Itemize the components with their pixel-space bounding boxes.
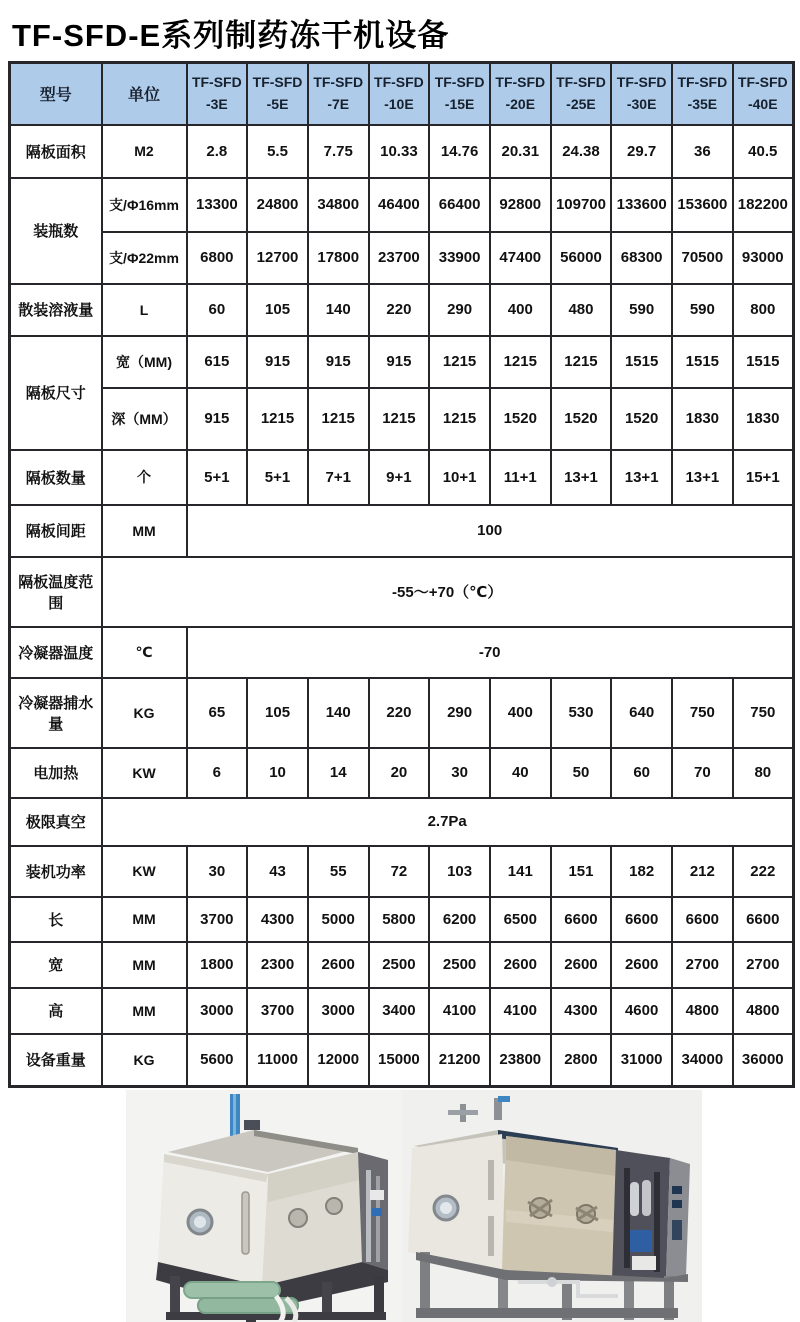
spec-value-cell: 6600: [733, 897, 794, 942]
spec-value-cell: 70: [672, 748, 733, 798]
row-unit: M2: [102, 125, 187, 178]
spec-value-cell: 140: [308, 678, 369, 748]
spec-value-cell: 72: [369, 846, 430, 897]
spec-value-cell: 15+1: [733, 450, 794, 505]
spec-value-cell: 80: [733, 748, 794, 798]
row-label: 冷凝器温度: [10, 627, 102, 678]
spec-value-cell: 14.76: [429, 125, 490, 178]
spec-value-cell: 480: [551, 284, 612, 336]
model-name-line2: -20E: [505, 95, 536, 112]
spec-value-cell: 33900: [429, 232, 490, 284]
spec-value-cell: 24800: [247, 178, 308, 232]
row-shelf-spacing: [10, 505, 794, 557]
row-unit: KW: [102, 846, 187, 897]
model-name-line2: -15E: [444, 95, 475, 112]
row-shelf-area: [10, 125, 794, 178]
spec-value-cell: 615: [187, 336, 248, 388]
row-condenser-temp: [10, 627, 794, 678]
spec-value-cell: 17800: [308, 232, 369, 284]
row-height: [10, 988, 794, 1034]
spec-value-cell: 13+1: [672, 450, 733, 505]
spec-value-cell: 3700: [187, 897, 248, 942]
spec-value-cell: 4300: [247, 897, 308, 942]
col-header-model-30e: [611, 63, 672, 125]
spec-value-cell: 212: [672, 846, 733, 897]
spec-value-cell: 182200: [733, 178, 794, 232]
spec-value-cell: 4300: [551, 988, 612, 1034]
col-header-model-20e: [490, 63, 551, 125]
row-unit: ℃: [102, 627, 187, 678]
row-label: 隔板尺寸: [10, 336, 102, 450]
row-label: 电加热: [10, 748, 102, 798]
spec-value-cell: 10.33: [369, 125, 430, 178]
row-label: 装机功率: [10, 846, 102, 897]
col-header-model-3e: [187, 63, 248, 125]
row-unit: 支/Φ22mm: [102, 232, 187, 284]
spec-value-cell: 12000: [308, 1034, 369, 1087]
spec-value-cell: 23700: [369, 232, 430, 284]
row-unit: MM: [102, 942, 187, 988]
row-label: 隔板温度范围: [10, 557, 102, 627]
spec-value-cell: 915: [247, 336, 308, 388]
row-weight: [10, 1034, 794, 1087]
col-header-model-5e: [247, 63, 308, 125]
spec-value-cell: 40: [490, 748, 551, 798]
model-name-line2: -7E: [327, 95, 350, 112]
spec-value-cell: 65: [187, 678, 248, 748]
product-photos: [126, 1090, 800, 1322]
model-name-line1: TF-SFD: [737, 74, 788, 91]
spec-value-cell: 4800: [733, 988, 794, 1034]
spec-value-cell: 2600: [490, 942, 551, 988]
spec-value-cell: 1830: [733, 388, 794, 450]
spec-value-cell: 93000: [733, 232, 794, 284]
model-name-line2: -30E: [626, 95, 657, 112]
spec-value-cell: 141: [490, 846, 551, 897]
spec-value-cell: 2600: [308, 942, 369, 988]
row-label: 散装溶液量: [10, 284, 102, 336]
spec-value-cell: 10: [247, 748, 308, 798]
row-label: 高: [10, 988, 102, 1034]
row-unit: MM: [102, 988, 187, 1034]
spec-value-cell: 2.8: [187, 125, 248, 178]
row-condenser-water: [10, 678, 794, 748]
spec-value-cell: 1215: [247, 388, 308, 450]
spec-value-cell: 31000: [611, 1034, 672, 1087]
spec-value-cell: 400: [490, 678, 551, 748]
spec-value-cell: 34000: [672, 1034, 733, 1087]
spec-value-cell: 915: [308, 336, 369, 388]
spec-value-cell: 4600: [611, 988, 672, 1034]
spec-value-cell: 5600: [187, 1034, 248, 1087]
row-installed-power: [10, 846, 794, 897]
row-unit: KG: [102, 678, 187, 748]
spec-value-cell: 5.5: [247, 125, 308, 178]
spec-value-cell: 2800: [551, 1034, 612, 1087]
model-name-line1: TF-SFD: [313, 74, 364, 91]
spec-value-cell: 92800: [490, 178, 551, 232]
spec-value-cell: 1215: [490, 336, 551, 388]
row-label: 设备重量: [10, 1034, 102, 1087]
model-name-line1: TF-SFD: [495, 74, 546, 91]
row-length: [10, 897, 794, 942]
row-unit: 深（MM）: [102, 388, 187, 450]
row-unit: 个: [102, 450, 187, 505]
spec-value-cell: 400: [490, 284, 551, 336]
row-unit: MM: [102, 505, 187, 557]
row-width: [10, 942, 794, 988]
spec-value-cell: 70500: [672, 232, 733, 284]
spec-value-cell: 153600: [672, 178, 733, 232]
row-unit: MM: [102, 897, 187, 942]
row-unit: 支/Φ16mm: [102, 178, 187, 232]
row-unit: KG: [102, 1034, 187, 1087]
page-title: TF-SFD-E系列制药冻干机设备: [12, 18, 450, 53]
spec-value-cell: 10+1: [429, 450, 490, 505]
model-name-line1: TF-SFD: [374, 74, 424, 91]
spec-value-cell: 182: [611, 846, 672, 897]
spec-value-cell: 750: [733, 678, 794, 748]
spec-value-cell: 13+1: [611, 450, 672, 505]
spec-value-span: -55～+70（℃）: [102, 557, 794, 627]
col-header-model-15e: [429, 63, 490, 125]
spec-value-cell: 50: [551, 748, 612, 798]
spec-value-cell: 640: [611, 678, 672, 748]
row-label: 宽: [10, 942, 102, 988]
spec-value-cell: 7.75: [308, 125, 369, 178]
col-header-model-7e: [308, 63, 369, 125]
spec-value-cell: 56000: [551, 232, 612, 284]
spec-value-cell: 34800: [308, 178, 369, 232]
row-bottles-16mm: [10, 178, 794, 232]
spec-value-cell: 105: [247, 678, 308, 748]
col-header-model-10e: [369, 63, 430, 125]
row-bottles-22mm: [10, 232, 794, 284]
spec-value-cell: 13+1: [551, 450, 612, 505]
spec-value-cell: 3400: [369, 988, 430, 1034]
spec-value-cell: 290: [429, 284, 490, 336]
row-label: 隔板数量: [10, 450, 102, 505]
row-label: 极限真空: [10, 798, 102, 846]
spec-value-cell: 7+1: [308, 450, 369, 505]
spec-value-span: -70: [187, 627, 794, 678]
model-name-line1: TF-SFD: [434, 74, 485, 91]
spec-value-cell: 133600: [611, 178, 672, 232]
model-name-line2: -40E: [747, 95, 778, 112]
spec-value-cell: 4800: [672, 988, 733, 1034]
row-label: 隔板面积: [10, 125, 102, 178]
model-name-line2: -35E: [687, 95, 718, 112]
spec-value-cell: 30: [187, 846, 248, 897]
spec-value-cell: 6500: [490, 897, 551, 942]
spec-value-cell: 1515: [611, 336, 672, 388]
spec-value-cell: 5+1: [187, 450, 248, 505]
row-shelf-depth: [10, 388, 794, 450]
spec-value-cell: 13300: [187, 178, 248, 232]
row-label: 隔板间距: [10, 505, 102, 557]
model-name-line2: -3E: [205, 95, 228, 112]
spec-value-cell: 1215: [429, 336, 490, 388]
spec-value-cell: 1215: [551, 336, 612, 388]
row-electric-heating: [10, 748, 794, 798]
row-unit: 宽（MM): [102, 336, 187, 388]
spec-value-cell: 1515: [733, 336, 794, 388]
spec-value-cell: 590: [672, 284, 733, 336]
spec-value-cell: 46400: [369, 178, 430, 232]
spec-value-cell: 590: [611, 284, 672, 336]
spec-value-cell: 1520: [551, 388, 612, 450]
spec-value-cell: 2700: [672, 942, 733, 988]
freeze-dryer-photo-left: [126, 1090, 402, 1322]
col-header-model: 型号: [10, 63, 102, 125]
col-header-model-35e: [672, 63, 733, 125]
header-row: [10, 63, 794, 125]
spec-value-cell: 29.7: [611, 125, 672, 178]
spec-value-cell: 220: [369, 284, 430, 336]
row-label: 长: [10, 897, 102, 942]
spec-value-cell: 103: [429, 846, 490, 897]
spec-value-cell: 12700: [247, 232, 308, 284]
spec-value-cell: 2500: [369, 942, 430, 988]
spec-value-cell: 109700: [551, 178, 612, 232]
spec-value-cell: 60: [611, 748, 672, 798]
model-name-line2: -25E: [566, 95, 596, 112]
spec-value-cell: 6600: [611, 897, 672, 942]
col-header-model-25e: [551, 63, 612, 125]
spec-value-cell: 1520: [611, 388, 672, 450]
spec-value-cell: 20: [369, 748, 430, 798]
row-unit: KW: [102, 748, 187, 798]
spec-value-cell: 55: [308, 846, 369, 897]
spec-value-cell: 4100: [490, 988, 551, 1034]
spec-value-cell: 800: [733, 284, 794, 336]
spec-value-cell: 2600: [611, 942, 672, 988]
spec-value-cell: 530: [551, 678, 612, 748]
model-name-line2: -5E: [266, 95, 289, 112]
spec-value-cell: 6600: [551, 897, 612, 942]
spec-value-cell: 4100: [429, 988, 490, 1034]
model-name-line1: TF-SFD: [252, 74, 303, 91]
row-label: 冷凝器捕水量: [10, 678, 102, 748]
spec-value-span: 100: [187, 505, 794, 557]
spec-value-cell: 6200: [429, 897, 490, 942]
row-shelf-quantity: [10, 450, 794, 505]
spec-value-cell: 36000: [733, 1034, 794, 1087]
model-name-line2: -10E: [384, 95, 414, 112]
spec-value-cell: 2500: [429, 942, 490, 988]
spec-value-cell: 1520: [490, 388, 551, 450]
spec-value-cell: 21200: [429, 1034, 490, 1087]
spec-value-cell: 14: [308, 748, 369, 798]
row-ultimate-vacuum: [10, 798, 794, 846]
spec-value-cell: 47400: [490, 232, 551, 284]
spec-value-cell: 290: [429, 678, 490, 748]
spec-value-cell: 1215: [369, 388, 430, 450]
spec-value-cell: 11+1: [490, 450, 551, 505]
spec-value-cell: 5800: [369, 897, 430, 942]
spec-value-cell: 222: [733, 846, 794, 897]
spec-value-cell: 20.31: [490, 125, 551, 178]
col-header-model-40e: [733, 63, 794, 125]
spec-value-cell: 6600: [672, 897, 733, 942]
spec-value-cell: 915: [369, 336, 430, 388]
spec-value-cell: 1215: [308, 388, 369, 450]
model-name-line1: TF-SFD: [191, 74, 242, 91]
spec-value-cell: 15000: [369, 1034, 430, 1087]
spec-value-cell: 9+1: [369, 450, 430, 505]
model-name-line1: TF-SFD: [556, 74, 606, 91]
spec-value-cell: 24.38: [551, 125, 612, 178]
spec-value-cell: 6: [187, 748, 248, 798]
spec-value-cell: 43: [247, 846, 308, 897]
spec-value-cell: 105: [247, 284, 308, 336]
col-header-unit: 单位: [102, 63, 187, 125]
spec-value-cell: 220: [369, 678, 430, 748]
spec-value-cell: 5000: [308, 897, 369, 942]
spec-value-cell: 3700: [247, 988, 308, 1034]
model-name-line1: TF-SFD: [616, 74, 667, 91]
spec-value-cell: 40.5: [733, 125, 794, 178]
spec-value-cell: 36: [672, 125, 733, 178]
spec-value-cell: 5+1: [247, 450, 308, 505]
spec-value-cell: 11000: [247, 1034, 308, 1087]
spec-value-cell: 2600: [551, 942, 612, 988]
spec-value-cell: 151: [551, 846, 612, 897]
row-shelf-width: [10, 336, 794, 388]
spec-value-cell: 1830: [672, 388, 733, 450]
row-unit: L: [102, 284, 187, 336]
spec-value-cell: 30: [429, 748, 490, 798]
spec-value-cell: 66400: [429, 178, 490, 232]
spec-value-span: 2.7Pa: [102, 798, 794, 846]
row-shelf-temp-range: [10, 557, 794, 627]
spec-value-cell: 750: [672, 678, 733, 748]
spec-value-cell: 3000: [187, 988, 248, 1034]
spec-value-cell: 60: [187, 284, 248, 336]
spec-value-cell: 2700: [733, 942, 794, 988]
spec-table: [8, 61, 795, 1088]
spec-value-cell: 915: [187, 388, 248, 450]
spec-value-cell: 2300: [247, 942, 308, 988]
spec-value-cell: 23800: [490, 1034, 551, 1087]
spec-value-cell: 6800: [187, 232, 248, 284]
model-name-line1: TF-SFD: [677, 74, 728, 91]
freeze-dryer-photo-right: [402, 1090, 702, 1322]
spec-value-cell: 1215: [429, 388, 490, 450]
row-bulk-solution: [10, 284, 794, 336]
spec-value-cell: 140: [308, 284, 369, 336]
spec-value-cell: 68300: [611, 232, 672, 284]
spec-value-cell: 3000: [308, 988, 369, 1034]
spec-value-cell: 1515: [672, 336, 733, 388]
spec-value-cell: 1800: [187, 942, 248, 988]
row-label: 装瓶数: [10, 178, 102, 284]
